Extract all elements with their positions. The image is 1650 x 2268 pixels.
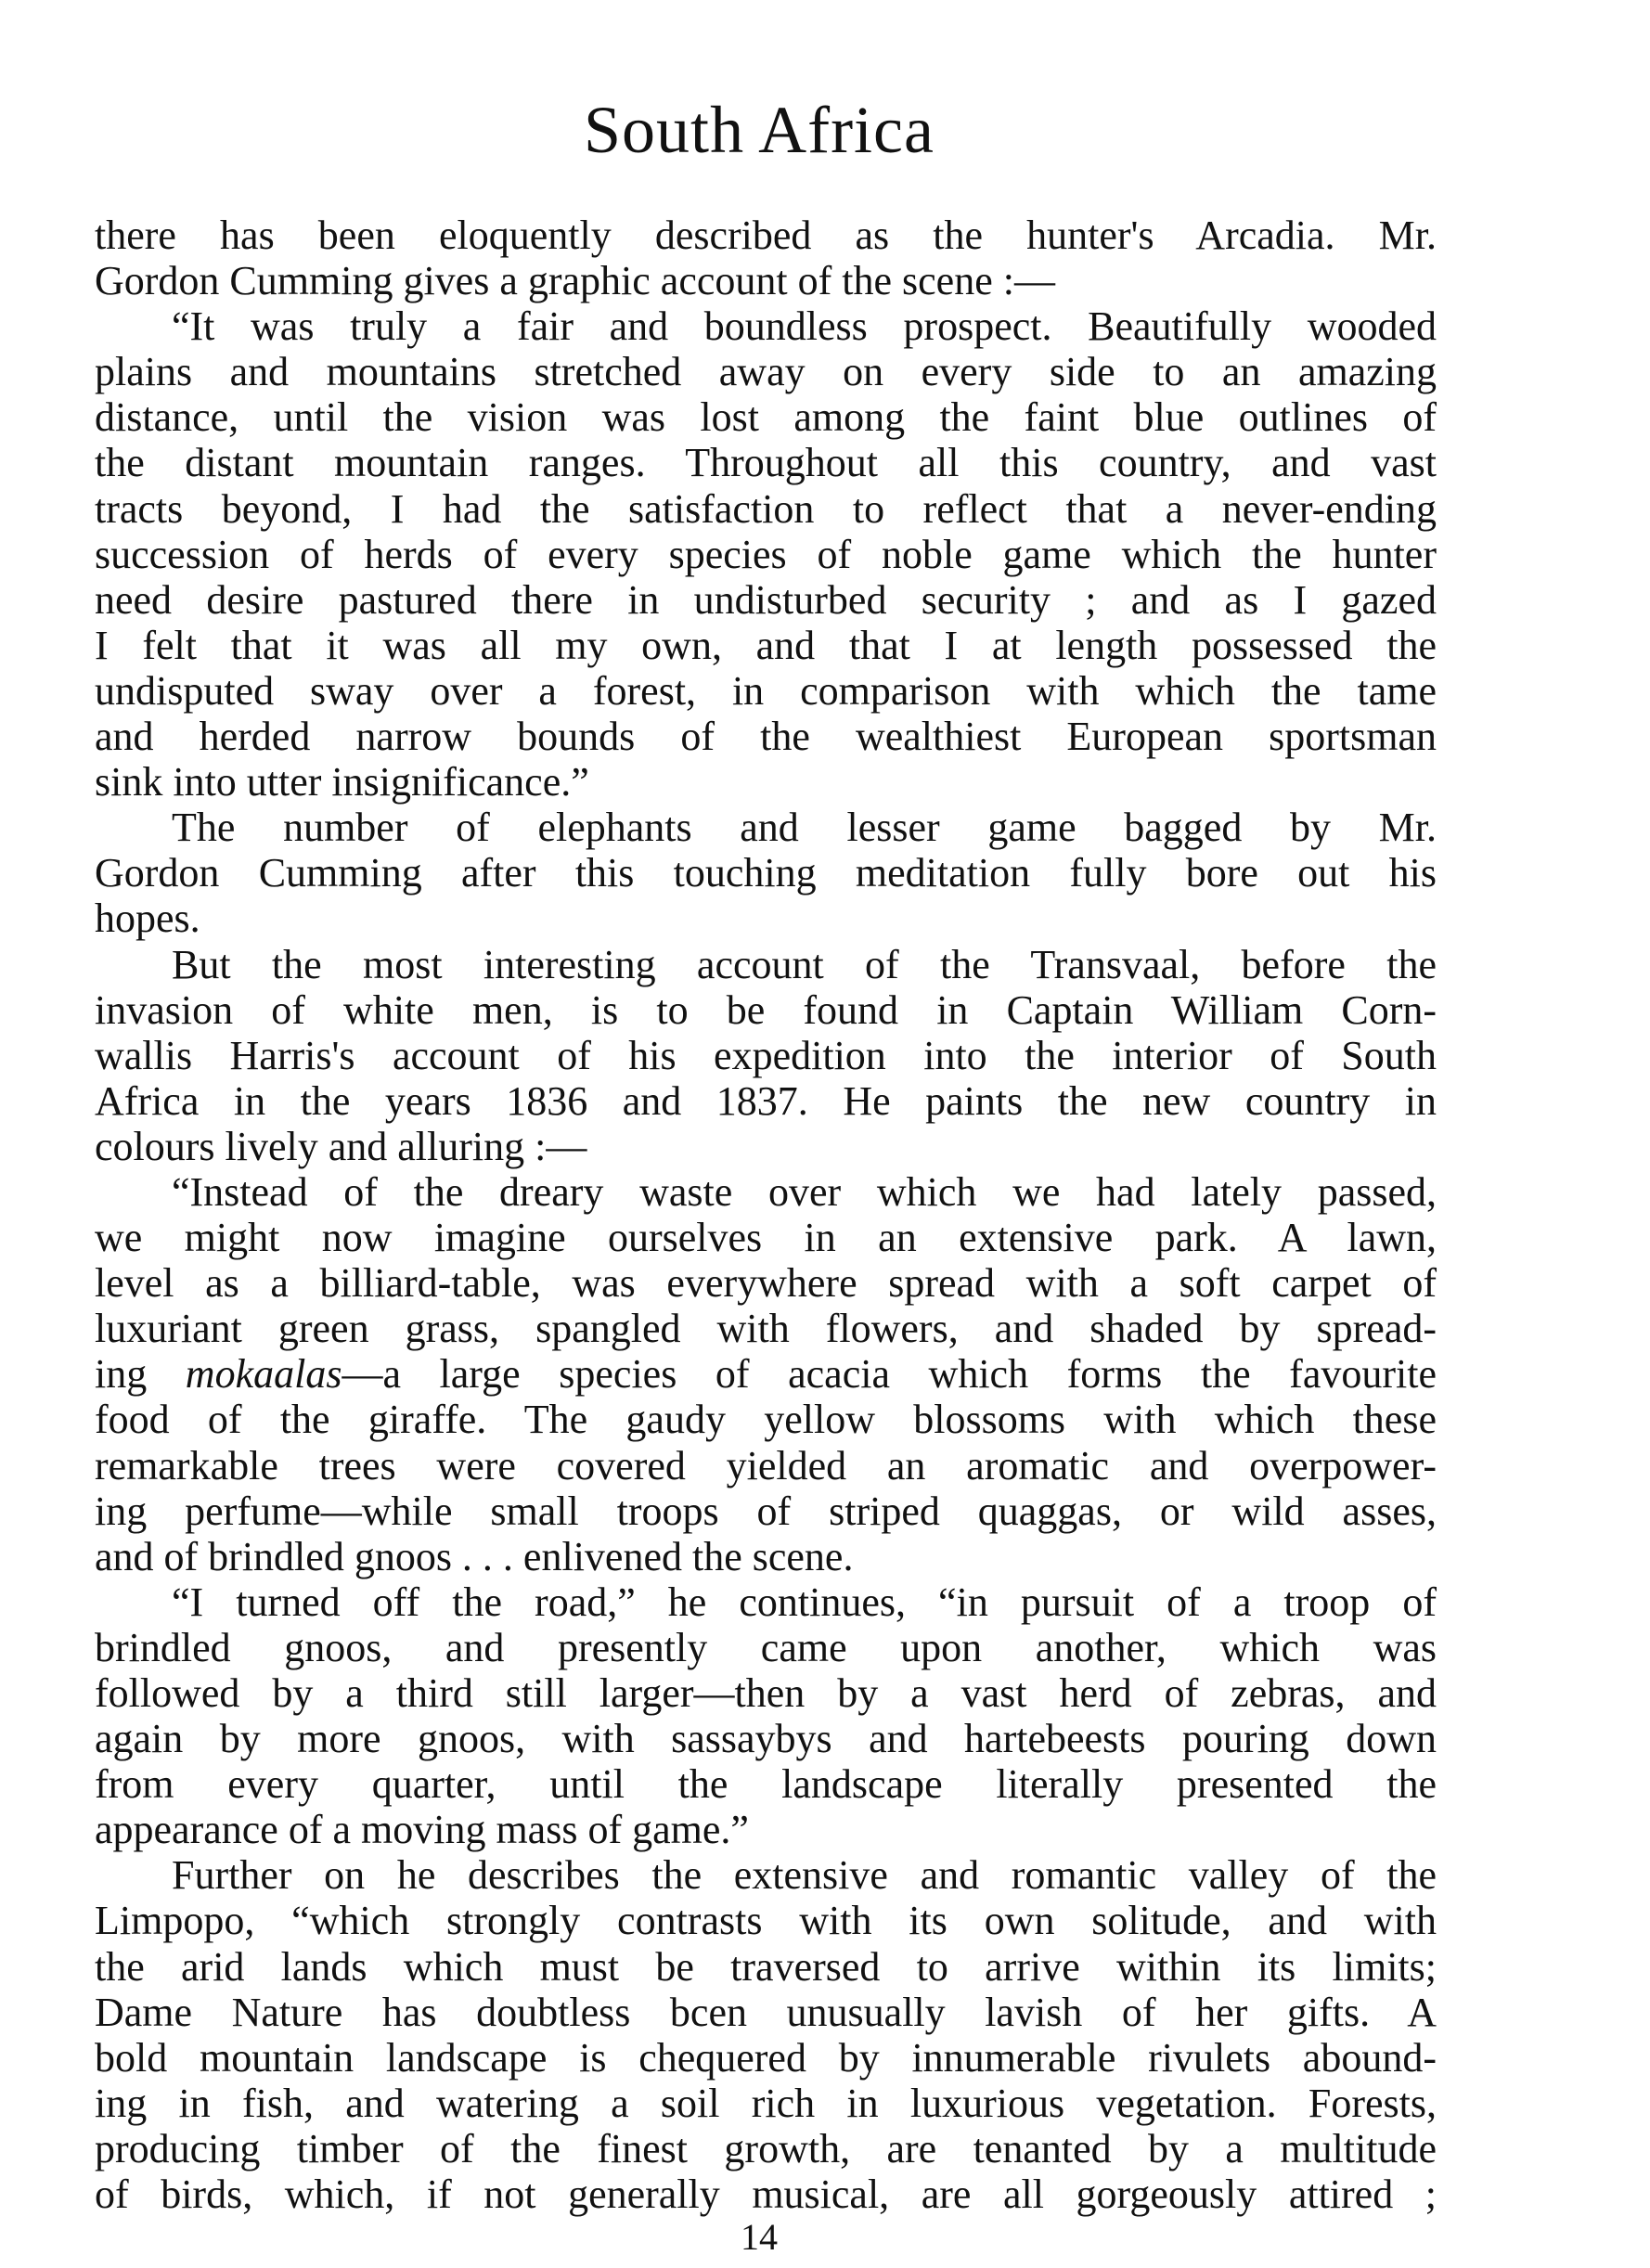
text-line: colours lively and alluring :— <box>95 1123 587 1169</box>
text-line: the arid lands which must be traversed to arrive within its limits; <box>95 1943 1437 1990</box>
page-number: 14 <box>741 2216 778 2258</box>
paragraph <box>95 942 1437 1169</box>
text-line: we might now imagine ourselves in an extensive park. A lawn, <box>95 1215 1437 1261</box>
text-line: succession of herds of every species of noble game which the hunter <box>95 531 1437 577</box>
text-line: invasion of white men, is to be found in Captain William Corn- <box>95 986 1437 1033</box>
text-line: producing timber of the finest growth, are tenanted by a multitude <box>95 2125 1437 2171</box>
text-line: hopes. <box>95 896 200 942</box>
text-line: appearance of a moving mass of game.” <box>95 1807 749 1853</box>
paragraph <box>95 805 1437 941</box>
text-line: and herded narrow bounds of the wealthiest European sportsman <box>95 714 1437 760</box>
text-line: followed by a third still larger—then by a vast herd of zebras, and <box>95 1670 1437 1716</box>
text-line: ing perfume—while small troops of striped quaggas, or wild asses, <box>95 1488 1437 1534</box>
text-line: food of the giraffe. The gaudy yellow blossoms with which these <box>95 1397 1437 1443</box>
text-line: wallis Harris's account of his expedition into the interior of South <box>95 1032 1437 1078</box>
page-title: South Africa <box>584 93 935 167</box>
text-line: Dame Nature has doubtless bcen unusually lavish of her gifts. A <box>95 1989 1437 2035</box>
text-line: again by more gnoos, with sassaybys and hartebeests pouring down <box>95 1716 1437 1762</box>
text-line: luxuriant green grass, spangled with flowers, and shaded by spread- <box>95 1306 1437 1352</box>
text-line: need desire pastured there in undisturbed security ; and as I gazed <box>95 576 1437 623</box>
text-line: remarkable trees were covered yielded an aromatic and overpower- <box>95 1442 1437 1488</box>
text-line: brindled gnoos, and presently came upon another, which was <box>95 1624 1437 1670</box>
text-line: plains and mountains stretched away on every side to an amazing <box>95 349 1437 395</box>
text-line: sink into utter insignificance.” <box>95 759 589 805</box>
text-line: of birds, which, if not generally musical, are all gorgeously attired ; <box>95 2171 1437 2218</box>
italic-term: mokaalas <box>185 1351 342 1398</box>
text-line: undisputed sway over a forest, in comparison with which the tame <box>95 667 1437 714</box>
text-line: “Instead of the dreary waste over which we had lately passed, <box>172 1168 1437 1215</box>
text-line: level as a billiard-table, was everywhere spread with a soft carpet of <box>95 1260 1437 1307</box>
text-line: there has been eloquently described as the hunter's Arcadia. Mr. <box>95 213 1437 258</box>
text-line: from every quarter, until the landscape literally presented the <box>95 1761 1437 1808</box>
text-line: Further on he describes the extensive and romantic valley of the <box>172 1852 1437 1899</box>
text-line: But the most interesting account of the Transvaal, before the <box>172 941 1437 987</box>
text-line: Limpopo, “which strongly contrasts with its own solitude, and with <box>95 1898 1437 1944</box>
paragraph <box>95 1169 1437 1579</box>
text-line: ing mokaalas—a large species of acacia which forms the favourite <box>95 1351 1437 1398</box>
paragraph <box>95 303 1437 805</box>
text-line: bold mountain landscape is chequered by innumerable rivulets abound- <box>95 2034 1437 2081</box>
text-line: and of brindled gnoos . . . enlivened the scene. <box>95 1533 854 1579</box>
text-line: I felt that it was all my own, and that I at length possessed the <box>95 622 1437 668</box>
paragraph <box>95 213 1437 303</box>
text-line: “I turned off the road,” he continues, “in pursuit of a troop of <box>172 1579 1437 1625</box>
text-line: The number of elephants and lesser game bagged by Mr. <box>172 805 1437 851</box>
text-line: distance, until the vision was lost among the faint blue outlines of <box>95 394 1437 441</box>
text-line: the distant mountain ranges. Throughout all this country, and vast <box>95 440 1437 486</box>
text-line: Gordon Cumming gives a graphic account of the scene :— <box>95 258 1055 304</box>
body-text <box>95 213 1437 2217</box>
text-line: Africa in the years 1836 and 1837. He paints the new country in <box>95 1077 1437 1124</box>
text-line: Gordon Cumming after this touching meditation fully bore out his <box>95 850 1437 896</box>
text-line: “It was truly a fair and boundless prospect. Beautifully wooded <box>172 303 1437 350</box>
text-line: tracts beyond, I had the satisfaction to reflect that a never-ending <box>95 485 1437 532</box>
paragraph <box>95 1579 1437 1853</box>
text-line: ing in fish, and watering a soil rich in luxurious vegetation. Forests, <box>95 2080 1437 2126</box>
paragraph <box>95 1852 1437 2217</box>
